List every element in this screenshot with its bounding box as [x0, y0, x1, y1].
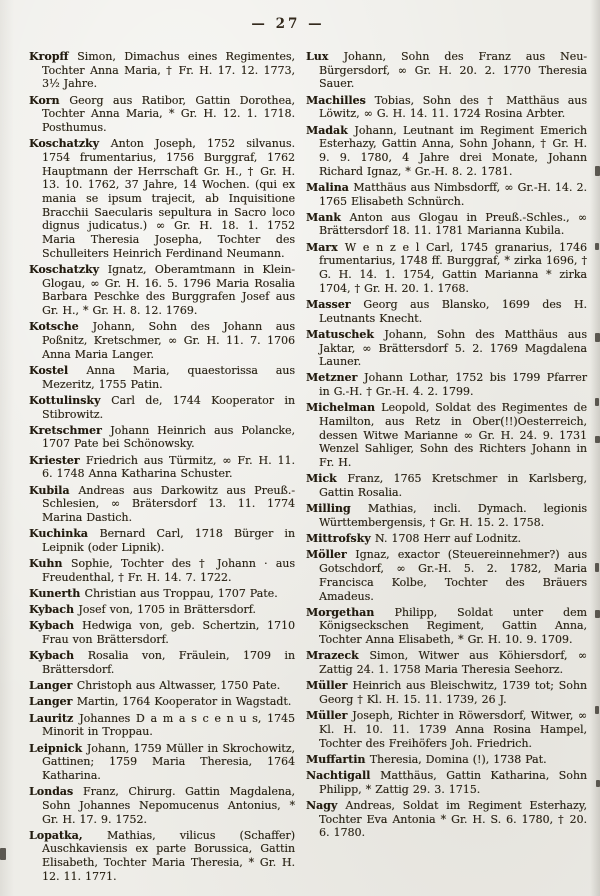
- entry-surname: Leipnick: [29, 741, 87, 755]
- entry-text: Matthäus aus Nimbsdorff, ∞ Gr.-H. 14. 2. 1765 Elisabeth Schnürch.: [319, 180, 587, 208]
- entry-text: Ignaz, exactor (Steuereinnehmer?) aus Gotschdorf, ∞ Gr.-H. 5. 2. 1782, Maria Francisca Kolbe, Tochter des Bräuers Amadeus.: [319, 548, 587, 603]
- scan-artifact: [595, 706, 599, 714]
- register-entry: [306, 401, 587, 470]
- entry-text: Johann, Sohn des Johann aus Poßnitz, Kretschmer, ∞ Gr. H. 11. 7. 1706 Anna Maria Langer.: [42, 320, 296, 361]
- entry-text: Friedrich aus Türmitz, ∞ Fr. H. 11. 6. 1748 Anna Katharina Schuster.: [42, 453, 296, 481]
- entry-text: Martin, 1764 Kooperator in Wagstadt.: [76, 695, 292, 709]
- register-entry: [306, 769, 587, 796]
- register-entry: [306, 753, 587, 767]
- entry-surname: Kotsche: [29, 320, 93, 334]
- entry-text: Carl de, 1744 Kooperator in Stibrowitz.: [42, 393, 295, 421]
- entry-text: Johann, Leutnant im Regiment Emerich Esterhazy, Gattin Anna, Sohn Johann, † Gr. H. 9. 9. 1780, 4 Jahre drei Monate, Johann Richard Ignaz, * Gr.-H. 8. 2. 1781.: [319, 123, 588, 178]
- register-entry: [29, 679, 295, 693]
- entry-text: Anton aus Glogau in Preuß.-Schles., ∞ Brättersdorf 18. 11. 1781 Marianna Kubila.: [319, 210, 587, 238]
- entry-surname: Kropff: [29, 50, 78, 63]
- entry-text: Simon, Witwer aus Köhiersdorf, ∞ Zattig 24. 1. 1758 Maria Theresia Seehorz.: [319, 649, 587, 677]
- entry-surname: Nachtigall: [306, 768, 381, 782]
- entry-text: Andreas aus Darkowitz aus Preuß.-Schlesien, ∞ Brätersdorf 13. 11. 1774 Marina Dastich.: [42, 483, 295, 524]
- entry-surname: Kuchinka: [29, 527, 100, 541]
- entry-text: Bernard Carl, 1718 Bürger in Leipnik (oder Lipnik).: [42, 527, 295, 554]
- register-entry: [306, 649, 587, 676]
- entry-text: Theresia, Domina (!), 1738 Pat.: [369, 752, 547, 766]
- scan-artifact: [595, 398, 599, 406]
- entry-surname: Kostel: [29, 363, 87, 377]
- register-entry: [306, 328, 587, 369]
- entry-text: Johann Heinrich aus Polancke, 1707 Pate bei Schönowsky.: [42, 423, 296, 451]
- entry-surname: Marx: [306, 240, 345, 254]
- register-entry: [29, 829, 295, 884]
- entry-text: Joseph, Richter in Röwersdorf, Witwer, ∞ Kl. H. 10. 11. 1739 Anna Rosina Hampel, Tochter des Freihöfers Joh. Friedrich.: [319, 709, 587, 750]
- entry-surname: Langer: [29, 695, 77, 709]
- entry-text: Josef von, 1705 in Brättersdorf.: [78, 603, 256, 617]
- scan-artifact: [595, 333, 600, 342]
- entry-surname: Kybach: [29, 619, 83, 633]
- page-number: — 27 —: [251, 16, 325, 32]
- register-entry: [29, 742, 295, 783]
- entry-text: Andreas, Soldat im Regiment Esterhazy, Tochter Eva Antonia * Gr. H. S. 6. 1780, † 20. 6. 1780.: [319, 798, 587, 840]
- entry-surname: Michelman: [306, 401, 382, 415]
- entry-surname: Kriester: [29, 453, 86, 467]
- register-entry: [29, 320, 295, 361]
- entry-text: Johann, 1759 Müller in Skrochowitz, Gattinen; 1759 Maria Theresia, 1764 Katharina.: [42, 741, 295, 782]
- entry-text: Christian aus Troppau, 1707 Pate.: [84, 587, 278, 601]
- register-entry: [29, 263, 295, 318]
- entry-text: Heinrich aus Bleischwitz, 1739 tot; Sohn Georg † Kl. H. 15. 11. 1739, 26 J.: [319, 679, 587, 706]
- register-entry: [29, 424, 295, 451]
- entry-surname: Mittrofsky: [306, 532, 375, 546]
- entry-surname: Nagy: [306, 798, 346, 812]
- register-entry: [29, 619, 295, 646]
- register-entry: [306, 181, 587, 208]
- register-entry: [29, 454, 295, 481]
- register-entry: [29, 785, 295, 826]
- entry-surname: Kunerth: [29, 587, 85, 601]
- entry-surname: Kuhn: [29, 557, 71, 571]
- entry-text: N. 1708 Herr auf Lodnitz.: [374, 532, 521, 546]
- scan-artifact: [596, 780, 600, 787]
- register-entry: [306, 532, 587, 546]
- scan-artifact: [595, 166, 600, 176]
- entry-surname: Korn: [29, 93, 70, 107]
- entry-text: Hedwiga von, geb. Schertzin, 1710 Frau von Brättersdorf.: [42, 619, 296, 647]
- entry-text: Mathias, vilicus (Schaffer) Auschkaviensis ex parte Borussica, Gattin Elisabeth, Tochter Maria Theresia, * Gr. H. 12. 11. 1771.: [42, 828, 295, 883]
- entry-surname: Kybach: [29, 649, 88, 663]
- entry-text: Georg aus Blansko, 1699 des H. Leutnants Knecht.: [319, 297, 587, 325]
- register-entry: [29, 557, 295, 584]
- register-entry: [306, 606, 587, 647]
- entry-text: Johann, Sohn des Matthäus aus Jaktar, ∞ Brättersdorf 5. 2. 1769 Magdalena Launer.: [319, 327, 587, 369]
- entry-surname: Londas: [29, 785, 83, 799]
- scan-artifact: [595, 563, 599, 572]
- entry-surname: Möller: [306, 548, 356, 562]
- register-entry: [29, 695, 295, 709]
- entry-surname: Morgethan: [306, 605, 395, 619]
- entry-text: Johann Lothar, 1752 bis 1799 Pfarrer in G.-H. † Gr.-H. 4. 2. 1799.: [319, 371, 588, 399]
- scan-artifact: [595, 436, 600, 443]
- entry-surname: Mank: [306, 210, 350, 224]
- entry-text: Sophie, Tochter des † Johann · aus Freudenthal, † Fr. H. 14. 7. 1722.: [42, 557, 295, 584]
- column-right: [306, 50, 587, 886]
- entry-surname: Langer: [29, 679, 77, 693]
- column-left: [29, 50, 295, 886]
- register-entry: [306, 211, 587, 238]
- entry-surname: Muffartin: [306, 752, 370, 766]
- entry-text: Simon, Dimachus eines Regimentes, Tochter Anna Maria, † Fr. H. 17. 12. 1773, 3½ Jahre.: [42, 50, 295, 91]
- entry-text: Matthäus, Gattin Katharina, Sohn Philipp, * Zattig 29. 3. 1715.: [319, 768, 587, 796]
- entry-surname: Kottulinsky: [29, 393, 112, 407]
- entry-surname: Kybach: [29, 603, 79, 617]
- scan-artifact: [595, 610, 600, 618]
- scan-artifact: [0, 848, 6, 860]
- register-entry: [306, 124, 587, 179]
- entry-surname: Lopatka,: [29, 828, 108, 842]
- register-entry: [29, 527, 295, 554]
- entry-surname: Mrazeck: [306, 649, 370, 663]
- entry-surname: Kretschmer: [29, 423, 111, 437]
- entry-text: Philipp, Soldat unter dem Königseckschen Regiment, Gattin Anna, Tochter Anna Elisabeth, * Gr. H. 10. 9. 1709.: [319, 605, 587, 647]
- register-entry: [306, 709, 587, 750]
- entry-surname: Müller: [306, 679, 353, 693]
- register-entry: [306, 94, 587, 121]
- register-entry: [306, 298, 587, 325]
- entry-surname: Machilles: [306, 93, 375, 107]
- register-entry: [29, 94, 295, 135]
- entry-text: Johannes D a m a s c e n u s, 1745 Minorit in Troppau.: [42, 711, 295, 739]
- register-entry: [306, 241, 587, 296]
- entry-text: Franz, Chirurg. Gattin Magdalena, Sohn Johannes Nepomucenus Antonius, * Gr. H. 17. 9. 1752.: [42, 785, 295, 826]
- register-entry: [306, 371, 587, 398]
- entry-surname: Metzner: [306, 371, 365, 385]
- register-entry: [29, 137, 295, 260]
- register-entry: [29, 364, 295, 391]
- entry-surname: Kubila: [29, 483, 79, 497]
- entry-text: W e n z e l Carl, 1745 granarius, 1746 frumentarius, 1748 ff. Burggraf, * zirka 1696, † G. H. 14. 1. 1754, Gattin Marianna * zirka 1704, † Gr. H. 20. 1. 1768.: [319, 240, 587, 295]
- scan-artifact: [595, 243, 599, 250]
- entry-text: Georg aus Ratibor, Gattin Dorothea, Tochter Anna Maria, * Gr. H. 12. 1. 1718. Posthumus.: [42, 93, 296, 135]
- entry-text: Rosalia von, Fräulein, 1709 in Brättersdorf.: [42, 649, 295, 677]
- register-entry: [306, 472, 587, 499]
- entry-surname: Milling: [306, 502, 368, 516]
- register-entry: [29, 484, 295, 525]
- register-entry: [306, 679, 587, 706]
- entry-text: Franz, 1765 Kretschmer in Karlsberg, Gattin Rosalia.: [319, 472, 587, 500]
- text-columns: [29, 50, 587, 886]
- entry-text: Anton Joseph, 1752 silvanus. 1754 frumentarius, 1756 Burggraf, 1762 Hauptmann der Herrschaft Gr. H., † Gr. H. 13. 10. 1762, 37 Jahre, 14 Wochen. (qui ex mania se ipsum trajecit, ab Inquisitione Bracchii Saecularis sepultura in Sacro loco dignus judicatus.) ∞ Gr. H. 18. 1. 1752 Maria Theresia Josepha, Tochter des Schulleiters Heinrich Ferdinand Neumann.: [42, 137, 295, 260]
- entry-surname: Mick: [306, 472, 348, 486]
- register-entry: [29, 394, 295, 421]
- entry-text: Johann, Sohn des Franz aus Neu-Bürgersdorf, ∞ Gr. H. 20. 2. 1770 Theresia Sauer.: [319, 50, 587, 91]
- entry-surname: Lauritz: [29, 711, 80, 725]
- entry-text: Tobias, Sohn des † Matthäus aus Löwitz, ∞ G. H. 14. 11. 1724 Rosina Arbter.: [319, 93, 587, 121]
- register-entry: [29, 603, 295, 617]
- register-entry: [306, 799, 587, 840]
- register-entry: [306, 50, 587, 91]
- entry-surname: Koschatzky: [29, 137, 111, 151]
- entry-surname: Madak: [306, 123, 355, 137]
- entry-surname: Matuschek: [306, 327, 385, 341]
- entry-text: Anna Maria, quaestorissa aus Mezeritz, 1755 Patin.: [42, 363, 296, 391]
- register-entry: [306, 548, 587, 603]
- entry-surname: Müller: [306, 709, 353, 723]
- register-entry: [29, 649, 295, 676]
- entry-text: Leopold, Soldat des Regimentes de Hamilton, aus Retz in Ober(!!)Oesterreich, dessen Witwe Marianne ∞ Gr. H. 24. 9. 1731 Wenzel Sahliger, Sohn des Richters Johann in Fr. H.: [319, 401, 587, 470]
- register-entry: [306, 502, 587, 529]
- register-entry: [29, 50, 295, 91]
- register-entry: [29, 712, 295, 739]
- register-entry: [29, 587, 295, 601]
- entry-text: Ignatz, Oberamtmann in Klein-Glogau, ∞ Gr. H. 16. 5. 1796 Maria Rosalia Barbara Peschke des Burggrafen Josef aus Gr. H., * Gr. H. 8. 12. 1769.: [42, 263, 296, 318]
- entry-surname: Koschatzky: [29, 263, 108, 277]
- entry-text: Mathias, incli. Dymach. legionis Württembergensis, † Gr. H. 15. 2. 1758.: [319, 502, 587, 529]
- entry-surname: Malina: [306, 180, 354, 194]
- entry-surname: Masser: [306, 297, 364, 311]
- entry-surname: Lux: [306, 50, 344, 63]
- entry-text: Christoph aus Altwasser, 1750 Pate.: [76, 679, 281, 693]
